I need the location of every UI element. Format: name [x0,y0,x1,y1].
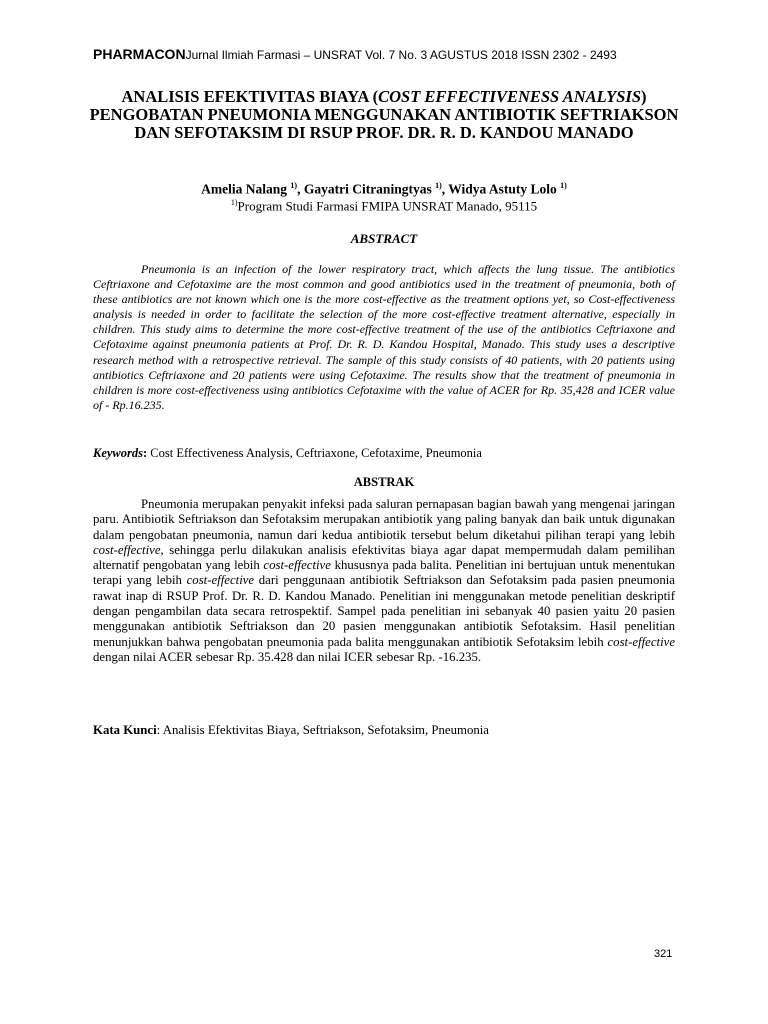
affiliation [86,198,682,214]
abstrak-segment-4: dari penggunaan antibiotik Seftriakson dan Sefotaksim pada pasien pneumonia rawat inap di RSUP Prof. Dr. R. D. Kandou Manado. Penelitian ini menggunakan metode penelitian deskriptif dengan pengambilan data secara retrospektif. Sampel pada penelitian ini sebanyak 40 pasien yaitu 20 pasien menggunakan antibiotik Seftriakson dan 20 pasien menggunakan antibiotik Sefotaksim. Hasil penelitian menunjukkan bahwa pengobatan pneumonia pada balita menggunakan antibiotik Sefotaksim lebih [93,573,675,649]
page-number: 321 [654,948,673,960]
abstrak-italic-2: cost-effective [263,558,331,573]
abstrak-segment-3: khususnya pada balita. Penelitian ini bertujuan untuk menentukan terapi yang lebih [93,558,675,588]
abstrak-italic-3: cost-effective [186,573,255,588]
author-1-affil: 1) [290,181,298,190]
title-part-1: ANALISIS EFEKTIVITAS BIAYA ( [121,87,379,106]
author-2: , Gayatri Citraningtyas [297,181,432,197]
affiliation-marker: 1) [230,198,238,207]
abstrak-body [93,497,675,665]
author-list [86,181,682,198]
author-1: Amelia Nalang [201,181,288,197]
kata-kunci [93,723,675,738]
paper-title [86,88,682,142]
author-3: , Widya Astuty Lolo [441,181,557,197]
abstrak-italic-1: cost-effective [93,542,161,557]
kata-kunci-label: Kata Kunci [93,723,157,737]
abstract-heading: ABSTRACT [350,231,418,246]
author-2-affil: 1) [435,181,442,190]
journal-brand: PHARMACON [93,46,186,62]
affiliation-text: Program Studi Farmasi FMIPA UNSRAT Manado, 95115 [237,198,538,214]
title-italic: COST EFFECTIVENESS ANALYSIS [378,87,641,106]
keywords-text: Cost Effectiveness Analysis, Ceftriaxone, Cefotaxime, Pneumonia [150,446,482,460]
keywords-colon: : [143,446,151,460]
abstrak-heading: ABSTRAK [353,475,415,489]
author-3-affil: 1) [560,181,567,190]
journal-info: Jurnal Ilmiah Farmasi – UNSRAT Vol. 7 No. 3 AGUSTUS 2018 ISSN 2302 - 2493 [185,48,617,62]
abstract-body: Pneumonia is an infection of the lower respiratory tract, which affects the lung tissue. The antibiotics Ceftriaxone and Cefotaxime are the most common and good antibiotics used in the treatment of pneumonia, both of these antibiotics are not known which one is the more cost-effective as the treatment options yet, so Cost-effectiveness analysis is needed in order to facilitate the selection of the more cost-effective treatment alternative, especially in children. This study aims to determine the more cost-effective treatment of the use of the antibiotics Ceftriaxone and Cefotaxime against pneumonia patients at Prof. Dr. R. D. Kandou Hospital, Manado. This study uses a descriptive research method with a retrospective retrieval. The sample of this study consists of 40 patients, with 20 patients using antibiotics Ceftriaxone and 20 patients were using Cefotaxime. The results show that the treatment of pneumonia in children is more cost-effectiveness using antibiotics Cefotaxime with the value of ACER for Rp. 35,428 and ICER value of - Rp.16.235. [93,262,675,412]
abstrak-segment-5: dengan nilai ACER sebesar Rp. 35.428 dan nilai ICER sebesar Rp. -16.235. [93,649,482,664]
title-part-2: ) PENGOBATAN PNEUMONIA MENGGUNAKAN ANTIBIOTIK SEFTRIAKSON DAN SEFOTAKSIM DI RSUP PROF. DR. R. D. KANDOU MANADO [89,87,679,142]
abstrak-segment-2: , sehingga perlu dilakukan analisis efektivitas biaya agar dapat mempermudah dalam pemilihan alternatif pengobatan yang lebih [93,542,675,573]
abstrak-segment-1: Pneumonia merupakan penyakit infeksi pada saluran pernapasan bagian bawah yang mengenai jaringan paru. Antibiotik Seftriakson dan Sefotaksim merupakan antibiotik yang paling banyak dan baik untuk digunakan dalam pengobatan pneumonia, namun dari kedua antibiotik tersebut belum diketahui pilihan terapi yang lebih [93,497,675,542]
kata-kunci-colon: : [156,723,163,737]
keywords [93,446,675,461]
running-header [93,46,617,62]
keywords-label: Keywords [93,446,143,460]
kata-kunci-text: Analisis Efektivitas Biaya, Seftriakson, Sefotaksim, Pneumonia [162,723,489,737]
abstrak-italic-4: cost-effective [607,634,675,649]
